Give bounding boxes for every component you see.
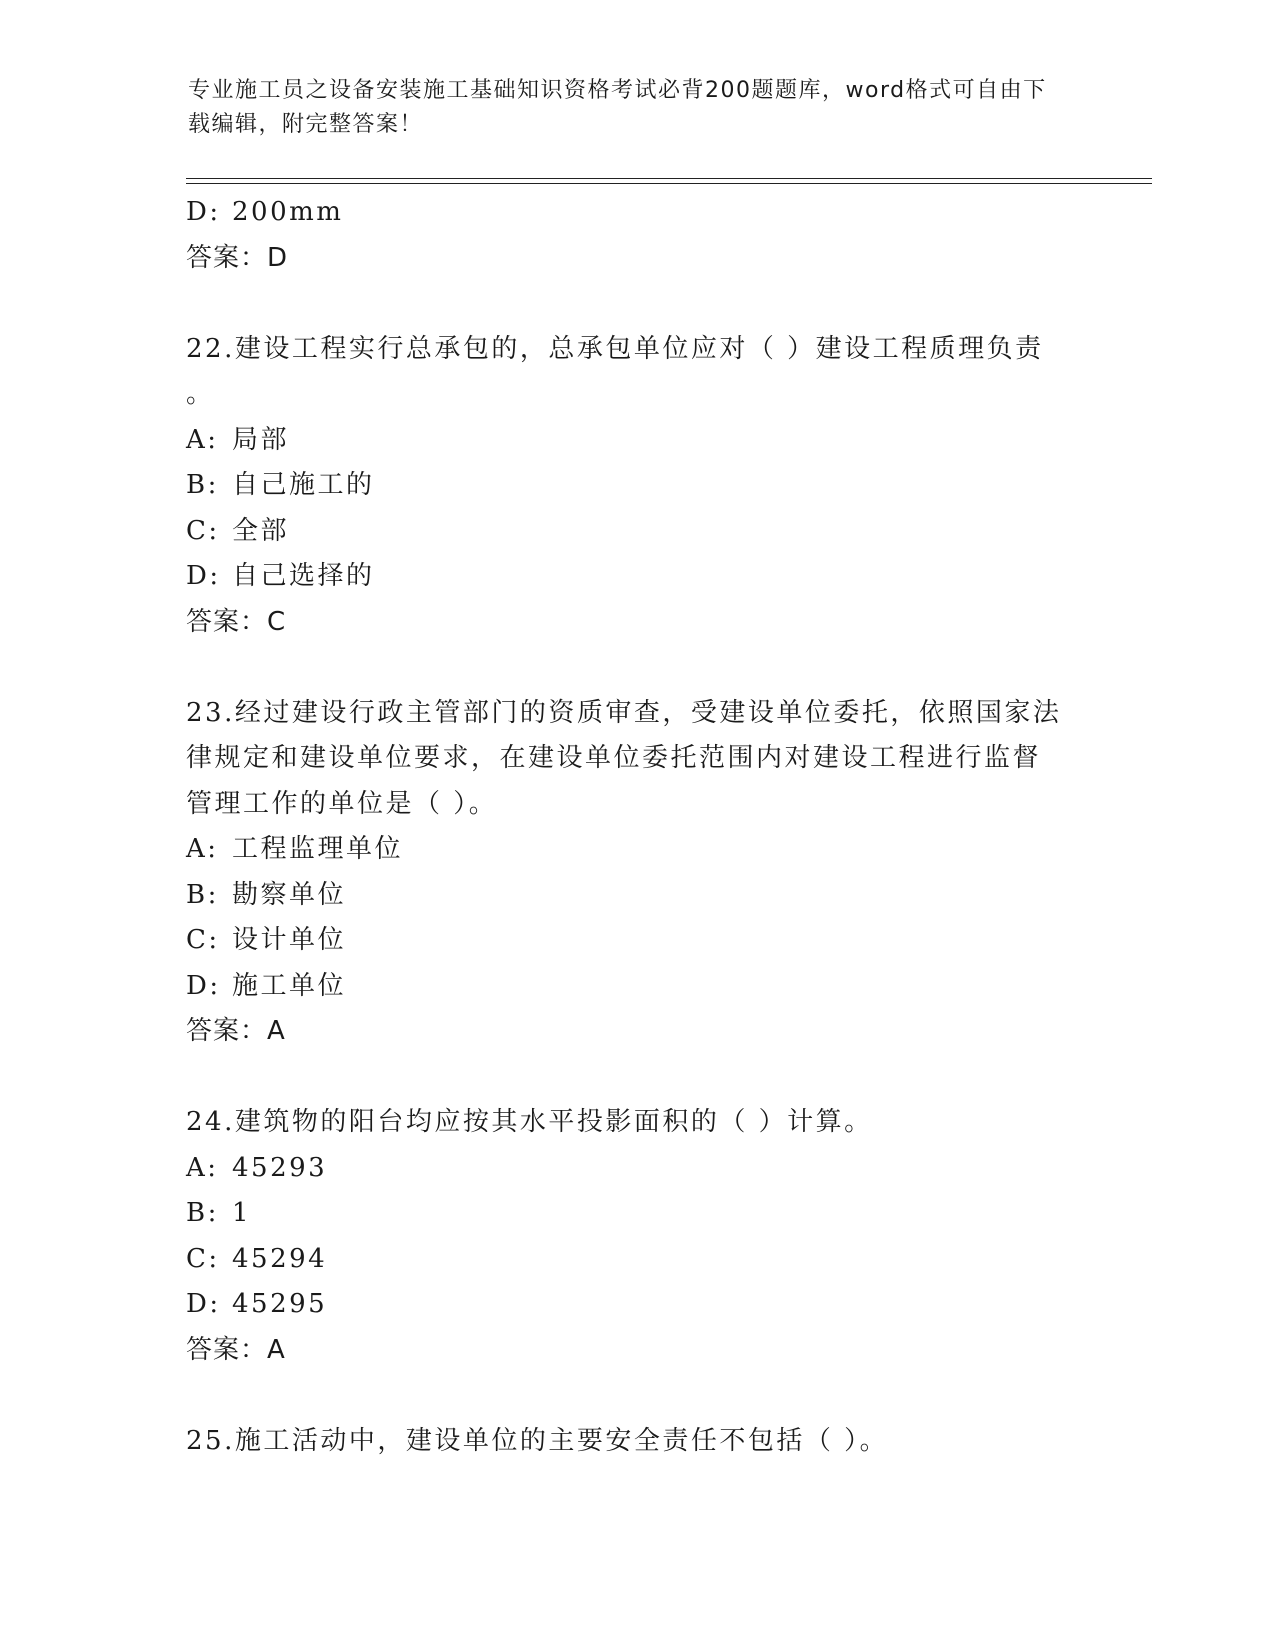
question-22-line-1: 22.建设工程实行总承包的，总承包单位应对（ ）建设工程质理负责 xyxy=(186,333,1044,364)
option-c xyxy=(186,1237,1086,1283)
option-b xyxy=(186,463,1086,509)
option-text: 勘察单位 xyxy=(232,879,347,910)
spacer xyxy=(186,1373,1086,1419)
answer-line: 答案：A xyxy=(186,1334,286,1365)
option-text: 设计单位 xyxy=(232,925,347,955)
option-label: A: xyxy=(186,834,219,864)
option-label: D: xyxy=(186,561,221,591)
option-label: D: xyxy=(186,1289,221,1319)
option-d xyxy=(186,190,1086,236)
option-label: B: xyxy=(186,879,219,910)
question-23-line-1: 23.经过建设行政主管部门的资质审查，受建设单位委托，依照国家法 xyxy=(186,697,1062,728)
option-label: A: xyxy=(186,424,219,455)
option-b xyxy=(186,1191,1086,1237)
option-text: 工程监理单位 xyxy=(232,834,404,864)
answer-line: 答案：A xyxy=(186,1016,286,1046)
question-23-line-2: 律规定和建设单位要求，在建设单位委托范围内对建设工程进行监督 xyxy=(186,743,1042,773)
answer-line: 答案：D xyxy=(186,242,289,273)
option-c xyxy=(186,509,1086,555)
answer-line: 答案：C xyxy=(186,606,287,637)
document-header-title: 专业施工员之设备安装施工基础知识资格考试必背200题题库，word格式可自由下载编辑，附完整答案！ xyxy=(188,78,1047,137)
option-c xyxy=(186,918,1086,964)
option-a xyxy=(186,1146,1086,1192)
option-label: B: xyxy=(186,1198,219,1228)
option-text: 局部 xyxy=(232,424,290,455)
option-label: A: xyxy=(186,1152,219,1183)
option-label: C: xyxy=(186,1243,220,1274)
question-23-line-3: 管理工作的单位是（ ）。 xyxy=(186,788,498,819)
option-text: 施工单位 xyxy=(232,970,347,1001)
option-text: 45295 xyxy=(232,1289,328,1319)
spacer xyxy=(186,645,1086,691)
option-label: C: xyxy=(186,925,220,955)
option-text: 自己施工的 xyxy=(232,470,375,500)
spacer xyxy=(186,281,1086,327)
document-body xyxy=(186,190,1086,1464)
option-text: 45293 xyxy=(232,1152,328,1183)
option-text: 1 xyxy=(232,1198,252,1228)
question-22-line-2: 。 xyxy=(186,379,215,409)
option-b xyxy=(186,873,1086,919)
option-label: D: xyxy=(186,197,221,227)
option-text: 200mm xyxy=(232,197,344,227)
option-label: D: xyxy=(186,970,221,1001)
option-d xyxy=(186,964,1086,1010)
question-24-line-1: 24.建筑物的阳台均应按其水平投影面积的（ ）计算。 xyxy=(186,1107,873,1137)
spacer xyxy=(186,1055,1086,1101)
option-d xyxy=(186,1282,1086,1328)
option-text: 全部 xyxy=(232,515,290,546)
header-divider-second xyxy=(186,183,1152,184)
option-text: 自己选择的 xyxy=(232,561,375,591)
option-text: 45294 xyxy=(232,1243,328,1274)
option-d xyxy=(186,554,1086,600)
option-label: B: xyxy=(186,470,219,500)
option-label: C: xyxy=(186,515,220,546)
header-divider xyxy=(186,178,1152,179)
option-a xyxy=(186,827,1086,873)
option-a xyxy=(186,418,1086,464)
question-25-line-1: 25.施工活动中，建设单位的主要安全责任不包括（ ）。 xyxy=(186,1425,889,1456)
